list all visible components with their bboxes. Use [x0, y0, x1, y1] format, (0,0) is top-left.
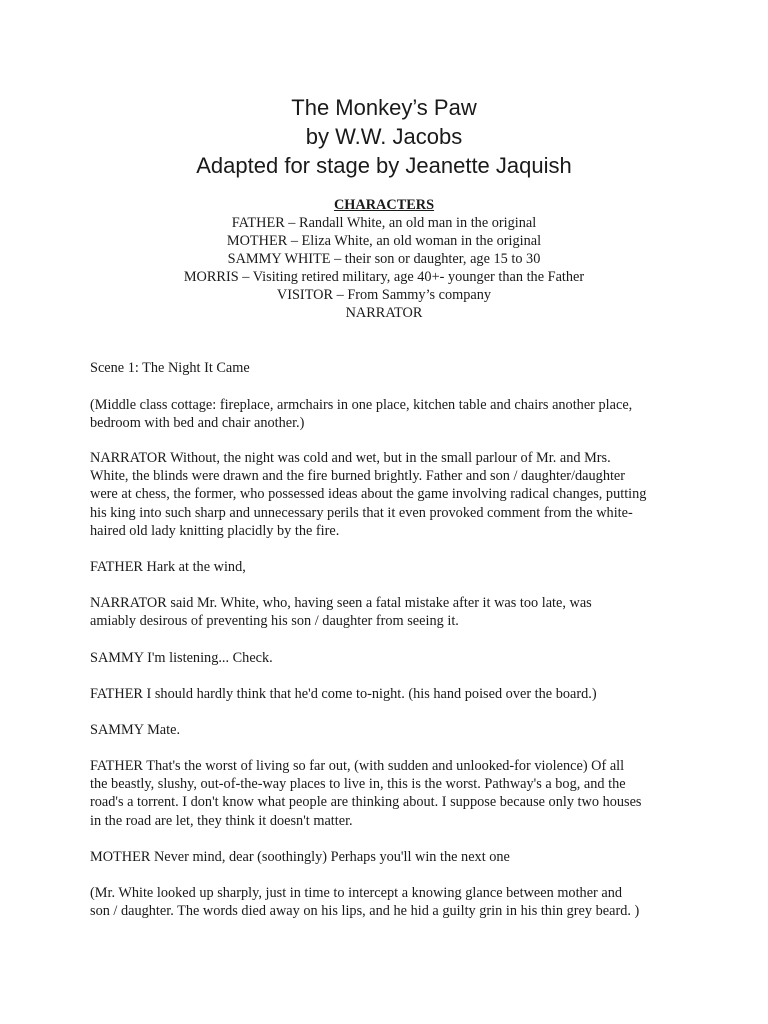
paragraph-line: FATHER Hark at the wind, [90, 559, 246, 575]
character-morris: MORRIS – Visiting retired military, age 40+- younger than the Father [183, 269, 585, 285]
paragraph-line: haired old lady knitting placidly by the fire. [90, 522, 340, 539]
paragraph-line: MOTHER Never mind, dear (soothingly) Perhaps you'll win the next one [90, 849, 510, 865]
paragraph-line: son / daughter. The words died away on his lips, and he hid a guilty grin in his thin grey beard. ) [90, 903, 640, 920]
paragraph-line: NARRATOR said Mr. White, who, having seen a fatal mistake after it was too late, was [90, 595, 592, 611]
character-sammy: SAMMY WHITE – their son or daughter, age 15 to 30 [227, 251, 541, 267]
father-line-2 [90, 685, 690, 703]
paragraph-line: the beastly, slushy, out-of-the-way places to live in, this is the worst. Pathway's a bog, and the [90, 776, 626, 793]
character-list [0, 196, 768, 322]
paragraph-line: White, the blinds were drawn and the fire burned brightly. Father and son / daughter/daughter [90, 468, 626, 485]
character-visitor: VISITOR – From Sammy’s company [276, 287, 492, 303]
father-paragraph-3 [90, 757, 690, 830]
paragraph-line: his king into such sharp and unnecessary perils that it even provoked comment from the white- [90, 504, 633, 521]
title-block [0, 93, 768, 180]
mother-line-1 [90, 848, 690, 866]
paragraph-line: were at chess, the former, who possessed ideas about the game involving radical changes, putting [90, 486, 647, 503]
character-mother: MOTHER – Eliza White, an old woman in the original [226, 233, 542, 249]
sammy-line-2 [90, 721, 690, 739]
father-line-1 [90, 558, 690, 576]
author-line: by W.W. Jacobs [305, 124, 463, 149]
paragraph-line: SAMMY I'm listening... Check. [90, 650, 273, 666]
narrator-paragraph-2 [90, 594, 690, 630]
paragraph-line: FATHER That's the worst of living so far out, (with sudden and unlooked-for violence) Of all [90, 758, 625, 774]
character-narrator: NARRATOR [345, 305, 423, 321]
scene-heading [90, 359, 690, 377]
characters-heading: CHARACTERS [333, 197, 435, 213]
stage-direction-2 [90, 884, 690, 920]
paragraph-line: SAMMY Mate. [90, 722, 181, 738]
paragraph-line: amiably desirous of preventing his son / daughter from seeing it. [90, 613, 459, 630]
paragraph-line: FATHER I should hardly think that he'd come to-night. (his hand poised over the board.) [90, 686, 597, 702]
stage-direction-setting [90, 396, 690, 432]
narrator-paragraph-1 [90, 449, 690, 540]
paragraph-line: road's a torrent. I don't know what people are thinking about. I suppose because only two houses [90, 794, 642, 811]
sammy-line-1 [90, 649, 690, 667]
paragraph-line: bedroom with bed and chair another.) [90, 415, 305, 432]
paragraph-line: (Middle class cottage: fireplace, armchairs in one place, kitchen table and chairs another place, [90, 397, 633, 413]
paragraph-line: in the road are let, they think it doesn't matter. [90, 812, 353, 829]
scene-heading-text: Scene 1: The Night It Came [90, 360, 250, 376]
character-father: FATHER – Randall White, an old man in the original [231, 215, 537, 231]
paragraph-line: NARRATOR Without, the night was cold and wet, but in the small parlour of Mr. and Mrs. [90, 450, 611, 466]
play-title: The Monkey’s Paw [291, 95, 477, 120]
paragraph-line: (Mr. White looked up sharply, just in time to intercept a knowing glance between mother and [90, 885, 623, 901]
adaptation-line: Adapted for stage by Jeanette Jaquish [196, 153, 572, 178]
